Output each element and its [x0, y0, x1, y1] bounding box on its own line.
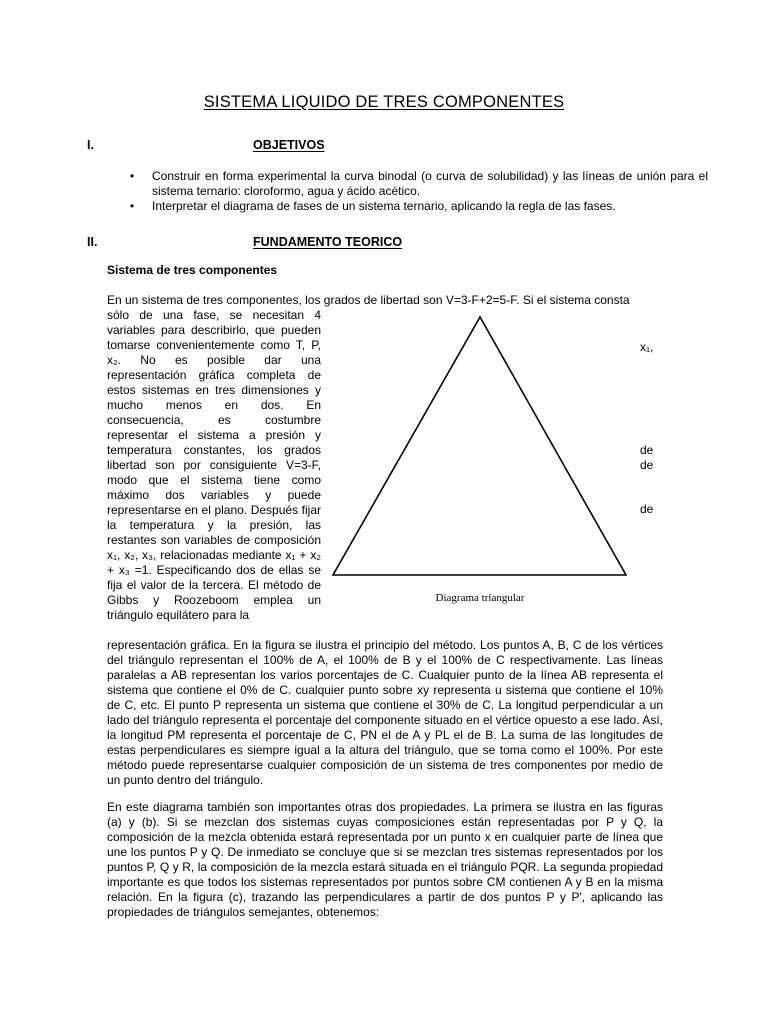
paragraph-1-first-line: En un sistema de tres componentes, los grados de libertad son V=3-F+2=5-F. Si el sistema consta [107, 293, 630, 307]
float-fragment: de [640, 502, 654, 516]
paragraph-1-continuation: representación gráfica. En la figura se ilustra el principio del método. Los puntos A, B, C de los vértices del triángulo representan el 100% de A, el 100% de B y el 100% de C respectivamente. Las líneas paralelas a AB representan los varios porcentajes de C. Cualquier punto de la línea AB representa el sistema que contiene el 0% de C. cualquier punto sobre xy representa u sistema que contiene el 10% de C, etc. El punto P representa un sistema que contiene el 30% de C. La longitud perpendicular a un lado del triángulo representa el porcentaje del componente situado en el vértice opuesto a ese lado. Así, la longitud PM representa el porcentaje de C, PN el de A y PL el de B. La suma de las longitudes de estas perpendiculares es siempre igual a la altura del triángulo, que se toma como el 100%. Por este método puede representarse cualquier composición de un sistema de tres componentes por medio de un punto dentro del triángulo. [107, 638, 663, 787]
section-1-heading [87, 137, 327, 153]
float-fragment: de [640, 458, 654, 472]
section-2-number: II. [87, 235, 98, 249]
objective-item: • Interpretar el diagrama de fases de un sistema ternario, aplicando la regla de las fases. [152, 199, 708, 214]
subheading: Sistema de tres componentes [107, 263, 278, 277]
section-1-number: I. [87, 138, 94, 152]
float-fragment: de [640, 443, 654, 457]
section-1-title: OBJETIVOS [253, 138, 325, 152]
figure-caption: Diagrama triangular [435, 592, 525, 604]
section-2-title: FUNDAMENTO TEORICO [253, 235, 403, 249]
document-title: SISTEMA LIQUIDO DE TRES COMPONENTES [203, 93, 565, 111]
paragraph-2: En este diagrama también son importantes otras dos propiedades. La primera se ilustra en las figuras (a) y (b). Si se mezclan dos sistemas cuyas composiciones están representadas por P y Q, la composición de la mezcla obtenida estará representada por un punto x en cualquier parte de línea que une los puntos P y Q. De inmediato se concluye que si se mezclan tres sistemas representados por los puntos P, Q y R, la composición de la mezcla estará situada en el triángulo PQR. La segunda propiedad importante es que todos los sistemas representados por puntos sobre CM contienen A y B en la misma relación. En la figura (c), trazando las perpendiculares a partir de dos puntos P y P', aplicando las propiedades de triángulos semejantes, obtenemos: [107, 800, 663, 919]
objective-item: • Construir en forma experimental la curva binodal (o curva de solubilidad) y las líneas de unión para el sistema ternario: cloroformo, agua y ácido acético. [152, 169, 708, 199]
triangle-outline [333, 317, 626, 575]
triangular-diagram [330, 315, 630, 580]
section-2-heading [87, 234, 402, 250]
float-fragment: x₁, [640, 340, 654, 354]
paragraph-1-left-column: sólo de una fase, se necesitan 4 variables para describirlo, que pueden tomarse convenientemente como T, P, x₂. No es posible dar una representación gráfica completa de estos sistemas en tres dimensiones y mucho menos en dos. En consecuencia, es costumbre representar el sistema a presión y temperatura constantes, los grados libertad son por consiguiente V=3-F, modo que el sistema tiene como máximo dos variables y puede representarse en el plano. Después fijar la temperatura y la presión, las restantes son variables de composición x₁, x₂, x₃, relacionadas mediante x₁ + x₂ + x₃ =1. Especificando dos de ellas se fija el valor de la tercera. El método de Gibbs y Roozeboom emplea un triángulo equilátero para la [107, 308, 321, 622]
objectives-list [107, 169, 708, 214]
